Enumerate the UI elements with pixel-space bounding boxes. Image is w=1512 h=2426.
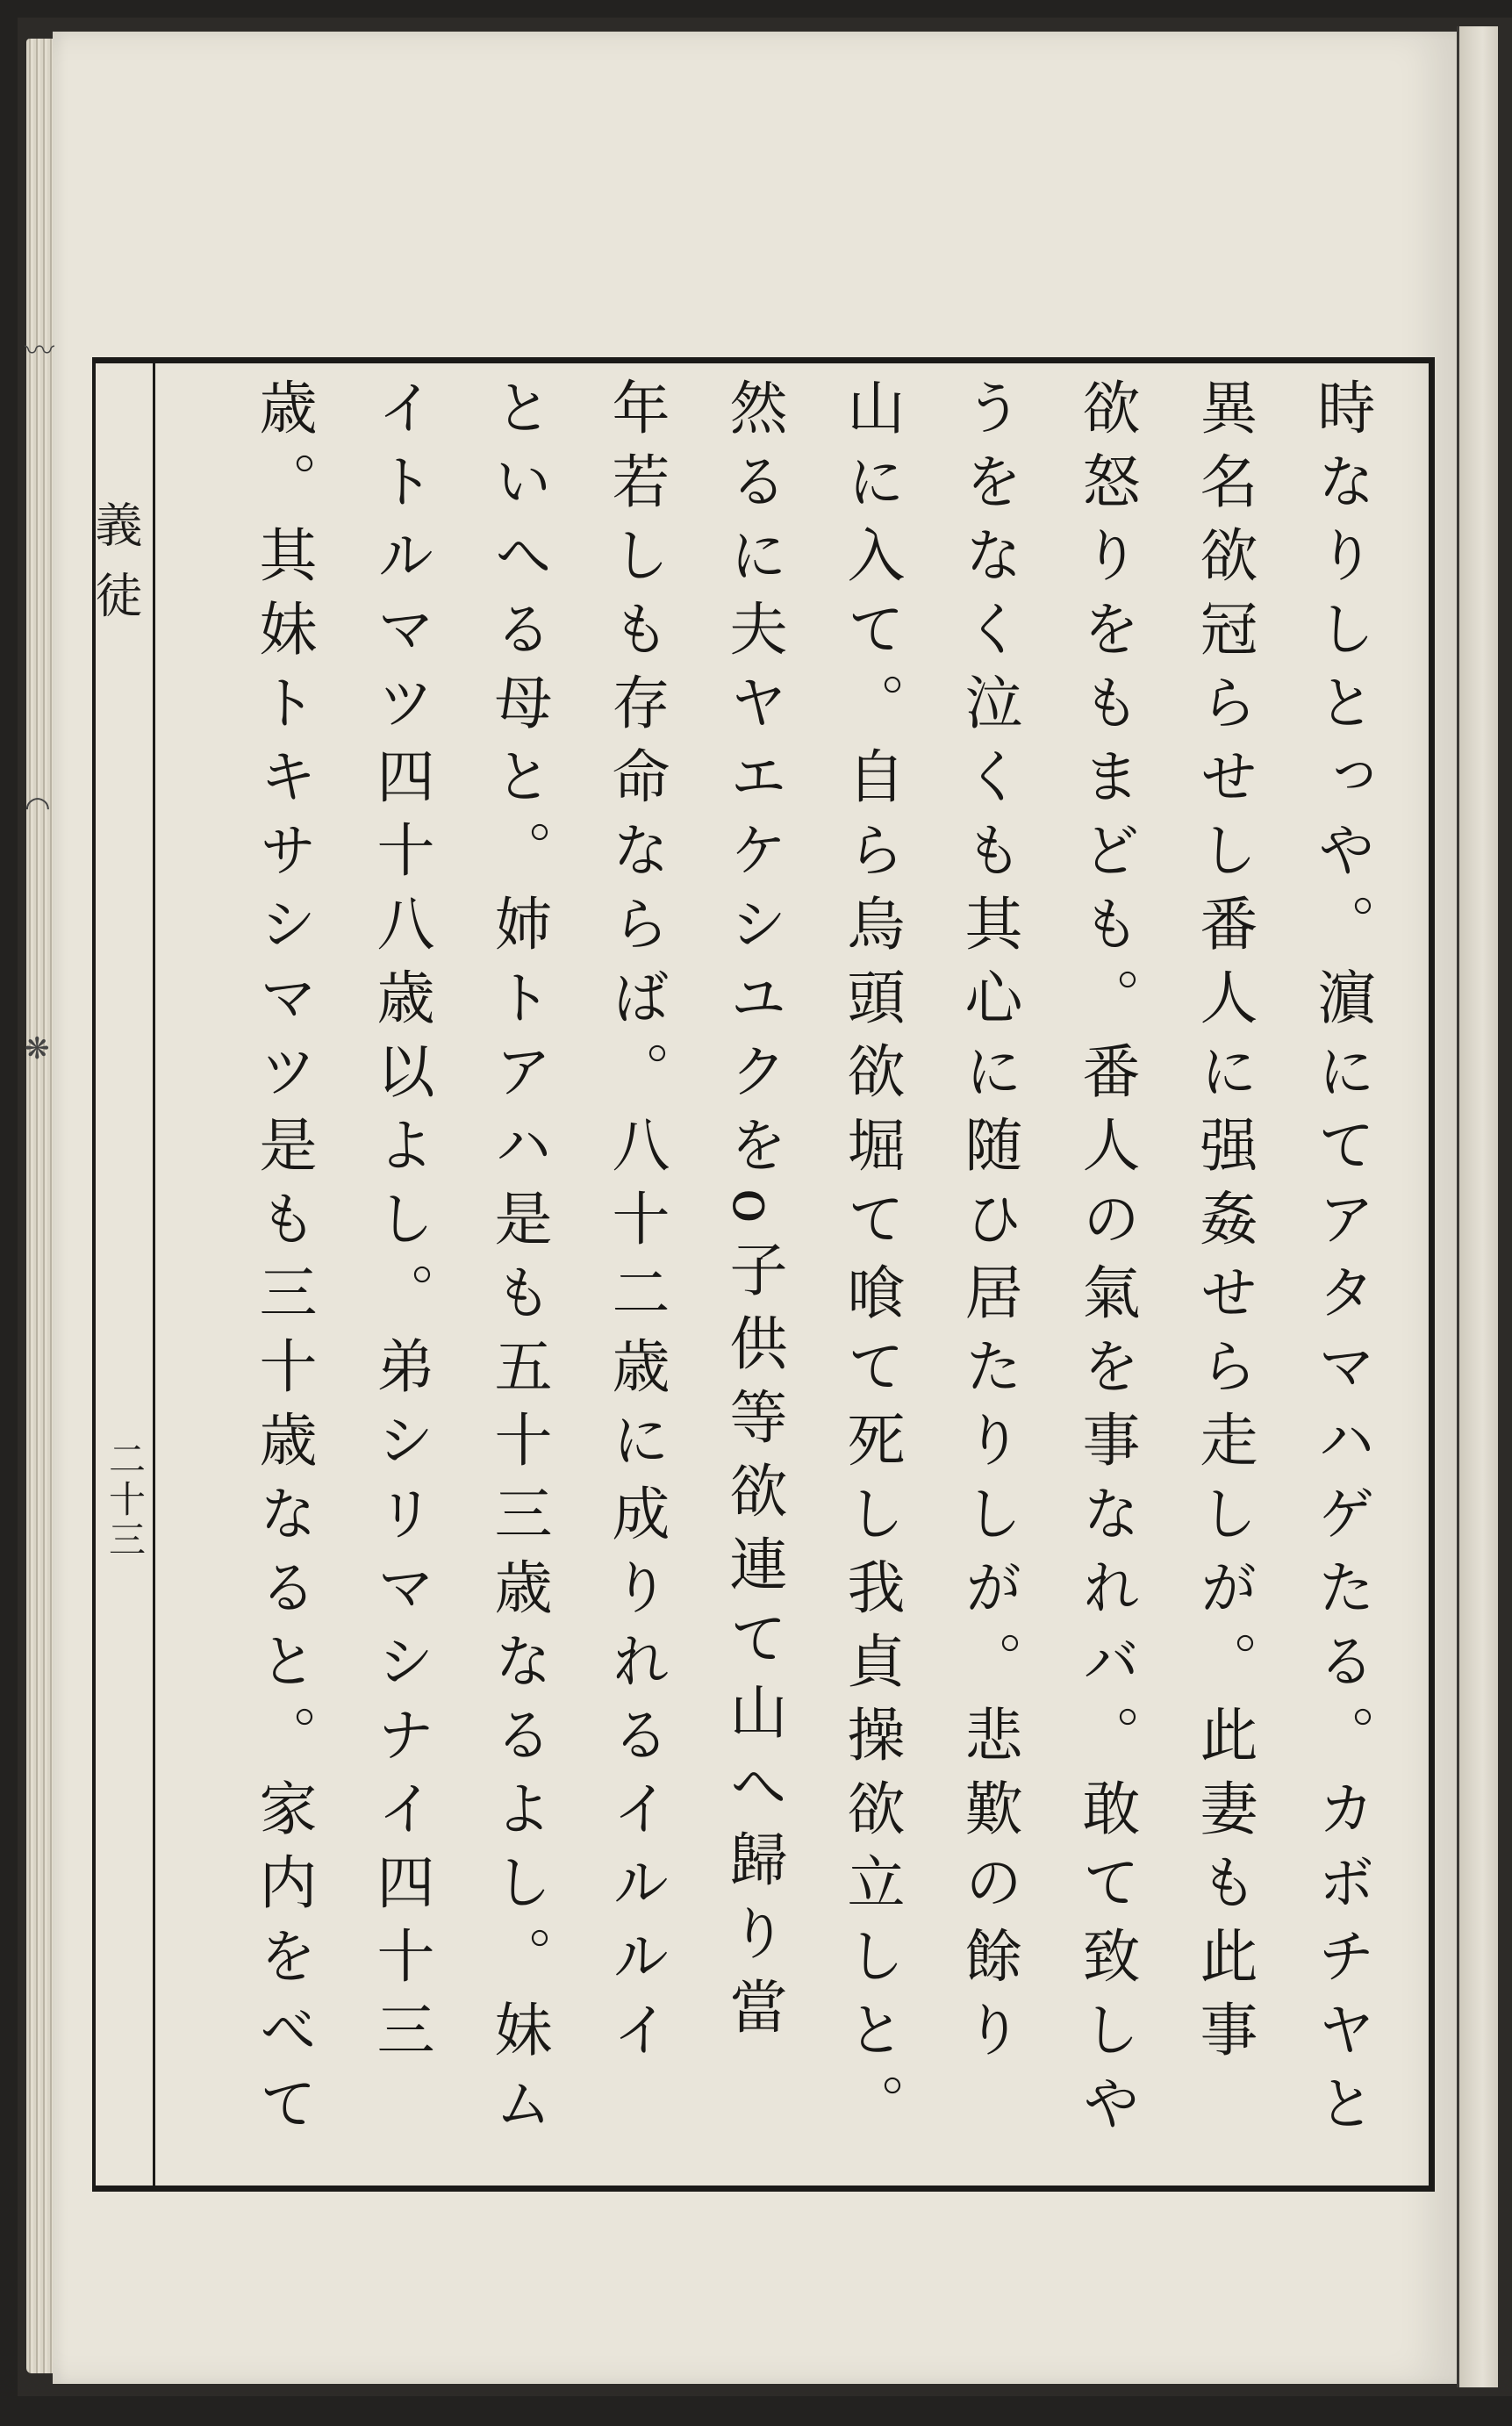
text-column: 欲怒りをもまども。番人の氣を事なれバ。敢て致しや bbox=[1072, 377, 1140, 2147]
text-column: といへる母と。姉トアハ是も五十三歳なるよし。妹ム bbox=[484, 377, 552, 2147]
edge-ornament-lower: ❋ bbox=[25, 1031, 50, 1066]
running-title: 義徒 bbox=[88, 500, 143, 641]
text-column: 山に入て。自ら烏頭欲堀て喰て死し我貞操欲立しと。 bbox=[837, 377, 905, 2147]
hashira-divider bbox=[153, 363, 155, 2186]
main-text bbox=[180, 377, 1400, 2168]
text-column: うをなく泣くも其心に随ひ居たりしが。悲歎の餘り bbox=[955, 377, 1022, 2073]
page-number: 二十三 bbox=[104, 1439, 147, 1561]
text-column: 歳。其妹トキサシマツ是も三十歳なると。家内をべて bbox=[249, 377, 317, 2147]
text-column: 年若しも存命ならば。八十二歳に成りれるイルルイ bbox=[602, 377, 670, 2073]
edge-ornament-top: 〰 bbox=[25, 334, 54, 369]
text-column: 異名欲冠らせし番人に强姦せら走しが。此妻も此事 bbox=[1190, 377, 1258, 2073]
text-column: 然るに夫ヤエケシユクをo子供等欲連て山へ歸り當 bbox=[720, 377, 787, 2050]
next-page-edge bbox=[1457, 26, 1498, 2387]
text-column: イトルマツ四十八歳以よし。弟シリマシナイ四十三 bbox=[367, 377, 434, 2073]
text-column: 時なりしとっや。濵にてアタマハゲたる。カボチヤと bbox=[1308, 377, 1375, 2147]
edge-ornament-middle: ◠ bbox=[25, 790, 51, 825]
